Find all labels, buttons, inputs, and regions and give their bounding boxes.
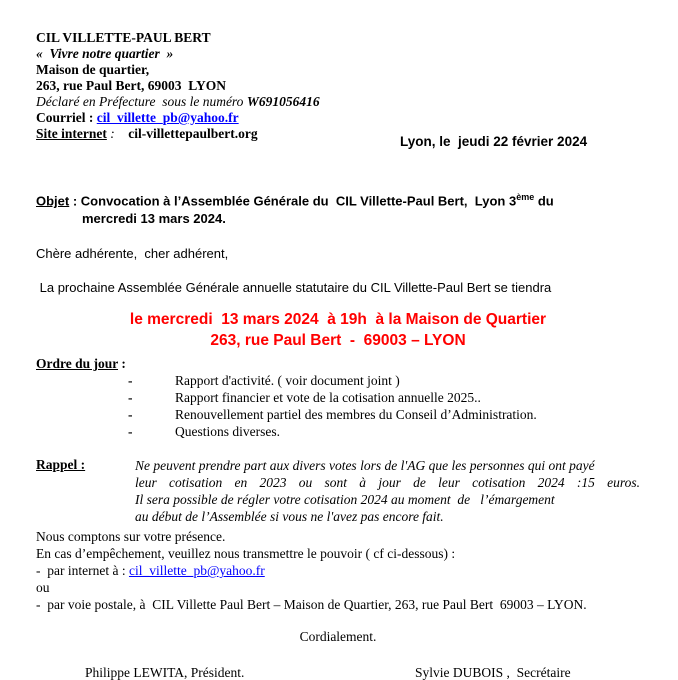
agenda-item: [36, 389, 640, 406]
pouvoir-intro-line: En cas d’empêchement, veuillez nous transmettre le pouvoir ( cf ci-dessous) :: [36, 546, 456, 562]
org-declaration: [36, 94, 640, 110]
website-separator: :: [106, 126, 129, 141]
ordinal-superscript: ème: [516, 192, 535, 202]
intro-paragraph: La prochaine Assemblée Générale annuelle statutaire du CIL Villette-Paul Bert se tiendra: [36, 280, 552, 296]
reminder-line: Ne peuvent prendre part aux divers votes lors de l'AG que les personnes qui ont payé: [135, 458, 595, 474]
email-link[interactable]: cil_villette_pb@yahoo.fr: [96, 110, 239, 125]
org-email-line: [36, 110, 640, 126]
org-name: CIL VILLETTE-PAUL BERT: [36, 30, 211, 45]
website-url: cil-villettepaulbert.org: [128, 126, 258, 141]
meeting-address-line: 263, rue Paul Bert - 69003 – LYON: [210, 332, 466, 350]
agenda-item: [36, 423, 640, 440]
subject-separator: :: [69, 193, 81, 209]
declaration-text: Déclaré en Préfecture sous le numéro: [36, 94, 247, 109]
cordialement: Cordialement.: [299, 629, 377, 645]
reminder-text: [135, 457, 640, 525]
agenda-title-label: Ordre du jour: [36, 356, 119, 372]
salutation: Chère adhérente, cher adhérent,: [36, 246, 229, 262]
letterhead: [36, 30, 640, 149]
reminder-line: Il sera possible de régler votre cotisation 2024 au moment de l’émargement: [135, 492, 555, 508]
subject-label: Objet: [36, 193, 70, 209]
reminder-line: leur cotisation en 2023 ou sont à jour de leur cotisation 2024 :15 euros.: [135, 475, 640, 491]
meeting-highlight: [36, 309, 640, 351]
subject-text-end: du: [534, 193, 554, 209]
or-line: ou: [36, 580, 50, 596]
internet-option-line: [36, 562, 640, 579]
meeting-date-line: le mercredi 13 mars 2024 à 19h à la Maison de Quartier: [129, 311, 547, 329]
pouvoir-email-link[interactable]: cil_villette_pb@yahoo.fr: [128, 563, 265, 579]
secretary-signature: Sylvie DUBOIS , Secrétaire: [415, 665, 571, 680]
closing-block: [36, 528, 640, 613]
bullet-dash: -: [128, 390, 133, 406]
agenda-item-text: Renouvellement partiel des membres du Conseil d’Administration.: [175, 407, 537, 423]
subject-line2: mercredi 13 mars 2024.: [82, 211, 226, 227]
presence-line: Nous comptons sur votre présence.: [36, 529, 226, 545]
agenda-title: [36, 355, 640, 372]
agenda-item-text: Rapport d'activité. ( voir document joint ): [175, 373, 400, 389]
org-address-line1: Maison de quartier,: [36, 62, 150, 77]
bullet-dash: -: [128, 424, 133, 440]
subject-text: Convocation à l’Assemblée Générale du CIL Villette-Paul Bert, Lyon 3: [80, 193, 517, 209]
agenda-item: [36, 406, 640, 423]
email-label: Courriel :: [36, 110, 97, 125]
agenda-item: [36, 372, 640, 389]
postal-option-line: - par voie postale, à CIL Villette Paul Bert – Maison de Quartier, 263, rue Paul Bert 69003 – LYON.: [36, 597, 587, 613]
subject-block: [36, 188, 640, 228]
website-label: Site internet: [36, 126, 107, 141]
letter-date: Lyon, le jeudi 22 février 2024: [400, 134, 588, 149]
reminder-block: [36, 457, 640, 525]
signature-row: [36, 665, 640, 680]
org-address-line2: 263, rue Paul Bert, 69003 LYON: [36, 78, 226, 93]
org-motto: « Vivre notre quartier »: [36, 46, 174, 61]
agenda-item-text: Rapport financier et vote de la cotisation annuelle 2025..: [175, 390, 481, 406]
declaration-number: W691056416: [246, 94, 320, 109]
subject-line1: [36, 188, 640, 210]
bullet-dash: -: [128, 373, 133, 389]
reminder-label: Rappel :: [36, 457, 86, 473]
agenda-item-text: Questions diverses.: [175, 424, 280, 440]
agenda-title-separator: :: [118, 356, 126, 372]
president-signature: Philippe LEWITA, Président.: [85, 665, 245, 680]
internet-option-text: - par internet à :: [36, 563, 129, 579]
bullet-dash: -: [128, 407, 133, 423]
reminder-line: au début de l’Assemblée si vous ne l'avez pas encore fait.: [135, 509, 444, 525]
